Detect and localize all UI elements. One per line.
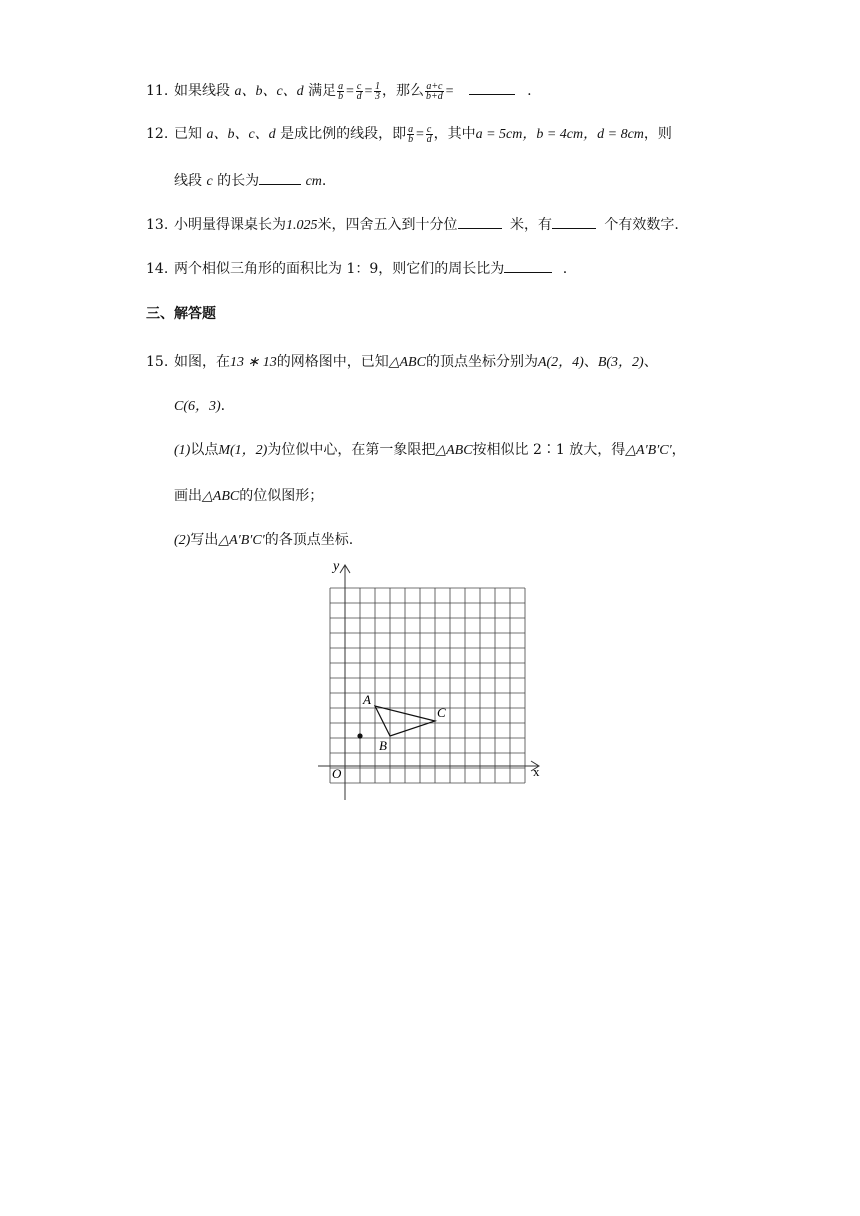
q15-line2-tail: . — [220, 398, 226, 414]
q11-vars: a、b、c、d — [234, 84, 304, 99]
q15-grid-size: 13 ∗ 13 — [230, 355, 277, 370]
vertex-label-b: B — [379, 738, 387, 753]
answer-blank[interactable] — [458, 214, 502, 229]
q12-fraction-2: $\frac{c}{d}$ — [426, 123, 432, 145]
answer-blank[interactable] — [469, 80, 515, 95]
q15-p1-d: ， — [671, 442, 686, 458]
q12-line2-b: 的长为 — [217, 173, 260, 189]
q11-tail: . — [527, 83, 532, 99]
vertex-label-a: A — [363, 692, 371, 707]
axis-label-y: y — [333, 559, 340, 574]
point-m — [357, 733, 362, 738]
q15-p1-line2-b: 的位似图形； — [239, 488, 324, 504]
q15-coord-a: A(2，4) — [537, 355, 584, 370]
q11-text-b: 满足 — [308, 83, 337, 99]
coordinate-grid-figure — [300, 554, 560, 804]
q15-sep-1: 、 — [583, 354, 598, 370]
q15-p1-c: 按相似比 2∶1 放大，得 — [472, 442, 626, 458]
q13-text-d: 个有效数字. — [604, 217, 679, 233]
q15-p2-b: 的各顶点坐标. — [264, 532, 354, 548]
question-number: 14. — [146, 261, 169, 277]
q14-tail: . — [562, 261, 568, 277]
question-number: 13. — [146, 217, 169, 233]
q11-text-c: ，那么 — [382, 83, 425, 99]
q15-p1-tri2: △A′B′C′ — [625, 443, 672, 458]
part-label: (2) — [174, 533, 191, 548]
q15-p2-tri: △A′B′C′ — [218, 533, 265, 548]
question-11 — [146, 80, 532, 102]
q15-coord-b: B(3，2) — [597, 355, 644, 370]
q15-point-m: M(1，2) — [218, 443, 268, 458]
question-number: 15. — [146, 354, 169, 370]
q12-line2-var: c — [206, 174, 213, 189]
question-15-part-1 — [174, 440, 686, 461]
q15-p1-a: 以点 — [190, 442, 219, 458]
q12-text-c: ，其中 — [433, 126, 476, 142]
vertex-label-c: C — [437, 705, 446, 720]
question-15-part-1-line-2 — [174, 486, 323, 507]
q11-eq-1: = — [345, 84, 355, 99]
section-heading: 三、解答题 — [146, 306, 216, 322]
q15-p1-line2-a: 画出 — [174, 488, 202, 504]
answer-blank[interactable] — [259, 170, 301, 185]
q12-eq-1: = — [415, 127, 425, 142]
q11-fraction-4: $\frac{a+c}{b+d}$ — [426, 80, 443, 102]
q15-p1-b: 为位似中心，在第一象限把 — [267, 442, 436, 458]
q11-fraction-2: $\frac{c}{d}$ — [356, 80, 362, 102]
q15-triangle: △ABC — [388, 355, 426, 370]
q11-eq-3: = — [444, 84, 455, 99]
q12-line2-unit: cm — [305, 174, 322, 189]
q12-text-d: ，则 — [643, 126, 672, 142]
q15-sep-2: 、 — [643, 354, 658, 370]
origin-label: O — [332, 766, 342, 781]
question-13 — [146, 214, 679, 236]
q15-p1-tri: △ABC — [435, 443, 473, 458]
question-number: 11. — [146, 83, 169, 99]
q13-text-c: 米，有 — [509, 217, 552, 233]
q12-line2-a: 线段 — [174, 173, 202, 189]
q11-fraction-1: $\frac{a}{b}$ — [338, 80, 344, 102]
answer-blank[interactable] — [504, 258, 552, 273]
q15-line1-a: 如图，在 — [174, 354, 230, 370]
axes — [318, 565, 539, 800]
part-label: (1) — [174, 443, 191, 458]
question-12-line-2 — [174, 170, 326, 192]
q15-p1-line2-tri: △ABC — [202, 489, 240, 504]
question-15-part-2 — [174, 530, 353, 551]
axis-label-x: x — [533, 764, 540, 779]
question-12 — [146, 124, 672, 145]
q15-coord-c: C(6，3) — [174, 399, 221, 414]
q11-text-a: 如果线段 — [174, 83, 230, 99]
q15-p2-a: 写出 — [190, 532, 219, 548]
q13-text-b: 米，四舍五入到十分位 — [317, 217, 458, 233]
q15-line1-b: 的网格图中，已知 — [276, 354, 389, 370]
q12-vars: a、b、c、d — [206, 127, 276, 142]
q14-text-a: 两个相似三角形的面积比为 1：9，则它们的周长比为 — [174, 261, 505, 277]
question-14 — [146, 258, 567, 279]
q13-value: 1.025 — [286, 218, 318, 233]
question-number: 12. — [146, 126, 169, 142]
grid-lines — [330, 588, 525, 783]
q12-values: a = 5cm，b = 4cm，d = 8cm — [475, 127, 644, 142]
q11-eq-2: = — [363, 84, 374, 99]
q12-fraction-1: $\frac{a}{b}$ — [408, 123, 414, 145]
q15-line1-c: 的顶点坐标分别为 — [425, 354, 538, 370]
q12-text-a: 已知 — [174, 126, 202, 142]
q11-fraction-3: $\frac{1}{3}$ — [375, 80, 381, 102]
q12-line2-tail: . — [321, 173, 327, 189]
question-15 — [146, 352, 658, 373]
q12-text-b: 是成比例的线段，即 — [280, 126, 407, 142]
answer-blank[interactable] — [552, 214, 596, 229]
q13-text-a: 小明量得课桌长为 — [174, 217, 286, 233]
question-15-line-2 — [174, 396, 225, 417]
